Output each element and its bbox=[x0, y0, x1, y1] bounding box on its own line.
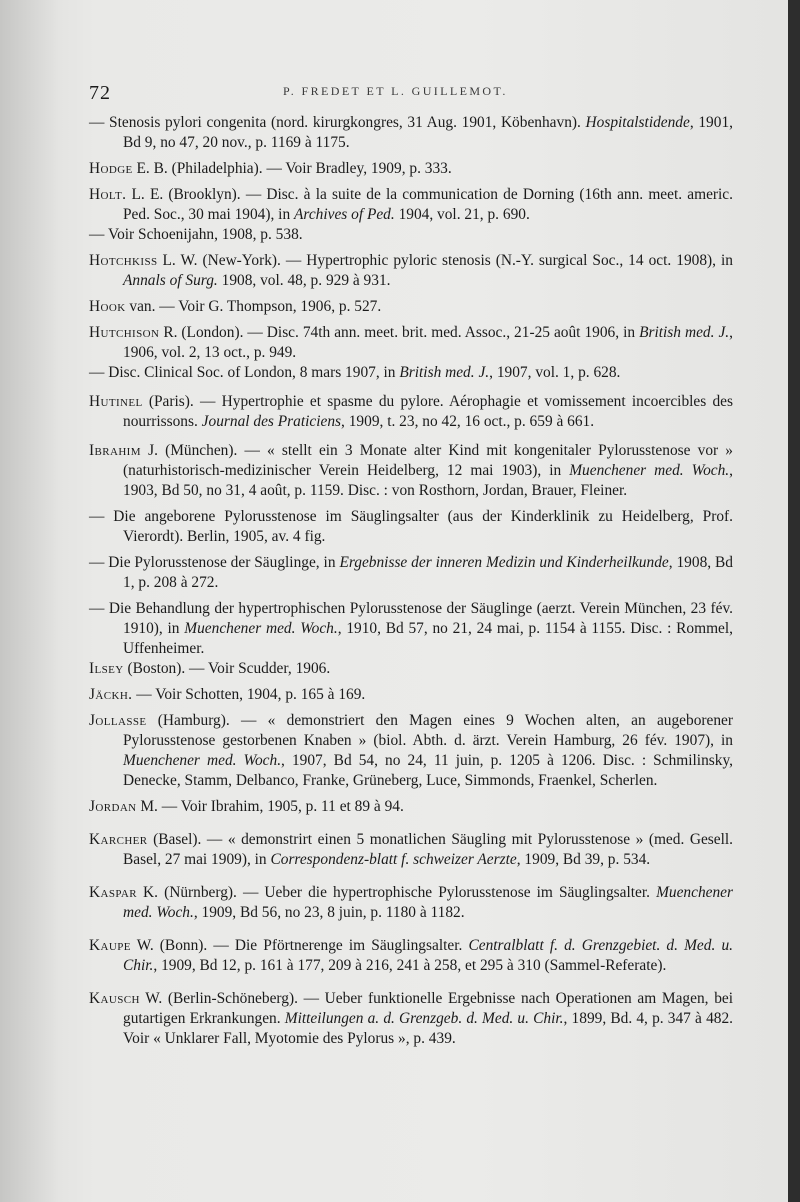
bibliography-entry bbox=[89, 989, 733, 1049]
bibliography-entry bbox=[89, 225, 733, 245]
entry-journal: Centralblatt f. d. Grenzgebiet. d. Med. u. Chir. bbox=[123, 937, 733, 974]
entry-details: 1908, vol. 48, p. 929 à 931. bbox=[217, 272, 391, 289]
entry-journal: Mitteilungen a. d. Grenzgeb. d. Med. u. Chir. bbox=[284, 1010, 564, 1027]
bibliography-entry bbox=[89, 797, 733, 817]
entry-text: (Basel). — « demonstrirt einen 5 monatlichen Säugling mit Pylorusstenose » (med. Gesell. Basel, 27 mai 1909), in bbox=[123, 831, 733, 868]
entry-text: — Die Pylorusstenose der Säuglinge, in bbox=[89, 554, 340, 571]
entry-journal: Muenchener med. Woch. bbox=[123, 884, 733, 921]
bibliography-entry bbox=[89, 883, 733, 923]
entry-details: , 1909, Bd 39, p. 534. bbox=[516, 851, 651, 868]
bibliography-entry bbox=[89, 599, 733, 659]
bibliography-list bbox=[89, 113, 733, 1049]
entry-author: Kausch bbox=[89, 990, 140, 1007]
bibliography-entry bbox=[89, 659, 733, 679]
entry-details: , 1910, Bd 57, no 21, 24 mai, p. 1154 à 1155. Disc. : Rommel, Uffenheimer. bbox=[123, 620, 734, 657]
entry-details: , 1909, Bd 56, no 23, 8 juin, p. 1180 à 1182. bbox=[193, 904, 465, 921]
entry-details: , 1909, Bd 12, p. 161 à 177, 209 à 216, 241 à 258, et 295 à 310 (Sammel-Referate). bbox=[153, 957, 667, 974]
entry-text: R. (London). — Disc. 74th ann. meet. brit. med. Assoc., 21-25 août 1906, in bbox=[159, 324, 640, 341]
entry-journal: Muenchener med. Woch. bbox=[123, 752, 282, 769]
entry-author: Hotchkiss bbox=[89, 252, 158, 269]
entry-text: K. (Nürnberg). — Ueber die hypertrophische Pylorusstenose im Säuglingsalter. bbox=[136, 884, 657, 901]
entry-text: — Stenosis pylori congenita (nord. kirurgkongres, 31 Aug. 1901, Köbenhavn). bbox=[89, 114, 586, 131]
entry-journal: Archives of Ped. bbox=[294, 206, 395, 223]
entry-text: van. — Voir G. Thompson, 1906, p. 527. bbox=[125, 298, 382, 315]
entry-author: Kaspar bbox=[89, 884, 137, 901]
entry-journal: British med. J. bbox=[399, 364, 490, 381]
bibliography-entry bbox=[89, 711, 733, 791]
entry-text: J. (München). — « stellt ein 3 Monate alter Kind mit kongenitaler Pylorusstenose vor » (naturhistorisch-medizinischer Verein Heidelberg, 12 mai 1903), in bbox=[123, 442, 733, 479]
bibliography-entry bbox=[89, 363, 733, 383]
entry-text: M. — Voir Ibrahim, 1905, p. 11 et 89 à 94. bbox=[136, 798, 404, 815]
entry-journal: Muenchener med. Woch. bbox=[184, 620, 338, 637]
page-header bbox=[0, 82, 788, 106]
page-shadow bbox=[0, 0, 60, 1202]
entry-details: , 1907, Bd 54, no 24, 11 juin, p. 1205 à 1206. Disc. : Schmilinsky, Denecke, Stamm, Delbanco, Franke, Grüneberg, Luce, Simmonds, Fraenkel, Scherlen. bbox=[123, 752, 733, 789]
entry-text: — Disc. Clinical Soc. of London, 8 mars 1907, in bbox=[89, 364, 400, 381]
entry-author: Karcher bbox=[89, 831, 148, 848]
entry-text: E. B. (Philadelphia). — Voir Bradley, 1909, p. 333. bbox=[132, 160, 452, 177]
entry-details: , 1899, Bd. 4, p. 347 à 482. Voir « Unklarer Fall, Myotomie des Pylorus », p. 439. bbox=[123, 1010, 733, 1047]
entry-text: — Die Behandlung der hypertrophischen Pylorusstenose der Säuglinge (aerzt. Verein München, 23 fév. 1910), in bbox=[89, 600, 733, 637]
bibliography-entry bbox=[89, 507, 733, 547]
entry-journal: Hospitalstidende bbox=[585, 114, 690, 131]
entry-text: (Boston). — Voir Scudder, 1906. bbox=[123, 660, 331, 677]
entry-text: W. (Berlin-Schöneberg). — Ueber funktionelle Ergebnisse nach Operationen am Magen, bei gutartigen Erkrankungen. bbox=[123, 990, 733, 1027]
entry-journal: Muenchener med. Woch. bbox=[569, 462, 730, 479]
entry-author: Jollasse bbox=[89, 712, 147, 729]
bibliography-entry bbox=[89, 830, 733, 870]
entry-author: Jordan bbox=[89, 798, 137, 815]
entry-text: L. E. (Brooklyn). — Disc. à la suite de la communication de Dorning (16th ann. meet. americ. Ped. Soc., 30 mai 1904), in bbox=[123, 186, 733, 223]
bibliography-entry bbox=[89, 685, 733, 705]
entry-details: , 1907, vol. 1, p. 628. bbox=[489, 364, 621, 381]
entry-journal: Correspondenz-blatt f. schweizer Aerzte bbox=[270, 851, 517, 868]
entry-details: , 1908, Bd 1, p. 208 à 272. bbox=[123, 554, 733, 591]
bibliography-entry bbox=[89, 185, 733, 225]
bibliography-entry bbox=[89, 553, 733, 593]
bibliography-entry bbox=[89, 392, 733, 432]
entry-text: — Voir Schotten, 1904, p. 165 à 169. bbox=[132, 686, 366, 703]
bibliography-entry bbox=[89, 297, 733, 317]
bibliography-entry bbox=[89, 323, 733, 363]
entry-details: , 1906, vol. 2, 13 oct., p. 949. bbox=[123, 324, 733, 361]
entry-author: Ibrahim bbox=[89, 442, 141, 459]
bibliography-entry bbox=[89, 159, 733, 179]
entry-journal: Ergebnisse der inneren Medizin und Kinderheilkunde bbox=[339, 554, 669, 571]
entry-details: , 1909, t. 23, no 42, 16 oct., p. 659 à 661. bbox=[341, 413, 595, 430]
entry-journal: Annals of Surg. bbox=[123, 272, 218, 289]
entry-text: (Paris). — Hypertrophie et spasme du pylore. Aérophagie et vomissement incoercibles des nourrissons. bbox=[123, 393, 733, 430]
running-head: P. FREDET ET L. GUILLEMOT. bbox=[283, 84, 508, 98]
entry-text: (Hamburg). — « demonstriert den Magen eines 9 Wochen alten, an augeborener Pylorusstenose gestorbenen Knaben » (biol. Abth. d. ärzt. Verein Hamburg, 26 fév. 1907), in bbox=[123, 712, 733, 749]
entry-author: Hook bbox=[89, 298, 126, 315]
entry-author: Hutchison bbox=[89, 324, 160, 341]
page-number: 72 bbox=[89, 82, 111, 104]
entry-author: Hodge bbox=[89, 160, 133, 177]
bibliography-entry bbox=[89, 441, 733, 501]
entry-text: W. (Bonn). — Die Pförtnerenge im Säuglingsalter. bbox=[130, 937, 469, 954]
entry-author: Holt. bbox=[89, 186, 127, 203]
entry-journal: British med. J. bbox=[639, 324, 730, 341]
entry-journal: Journal des Praticiens bbox=[201, 413, 342, 430]
entry-details: 1904, vol. 21, p. 690. bbox=[394, 206, 530, 223]
entry-details: , 1901, Bd 9, no 47, 20 nov., p. 1169 à 1175. bbox=[123, 114, 733, 151]
entry-author: Kaupe bbox=[89, 937, 131, 954]
entry-author: Ilsey bbox=[89, 660, 124, 677]
entry-author: Hutinel bbox=[89, 393, 143, 410]
entry-text: — Die angeborene Pylorusstenose im Säuglingsalter (aus der Kinderklinik zu Heidelberg, Prof. Vierordt). Berlin, 1905, av. 4 fig. bbox=[89, 508, 733, 545]
bibliography-entry bbox=[89, 251, 733, 291]
entry-details: , 1903, Bd 50, no 31, 4 août, p. 1159. Disc. : von Rosthorn, Jordan, Brauer, Fleiner. bbox=[123, 462, 733, 499]
bibliography-entry bbox=[89, 936, 733, 976]
entry-author: Jäckh. bbox=[89, 686, 133, 703]
entry-text: — Voir Schoenijahn, 1908, p. 538. bbox=[89, 226, 303, 243]
entry-text: L. W. (New-York). — Hypertrophic pyloric stenosis (N.-Y. surgical Soc., 14 oct. 1908), in bbox=[157, 252, 733, 269]
bibliography-entry bbox=[89, 113, 733, 153]
